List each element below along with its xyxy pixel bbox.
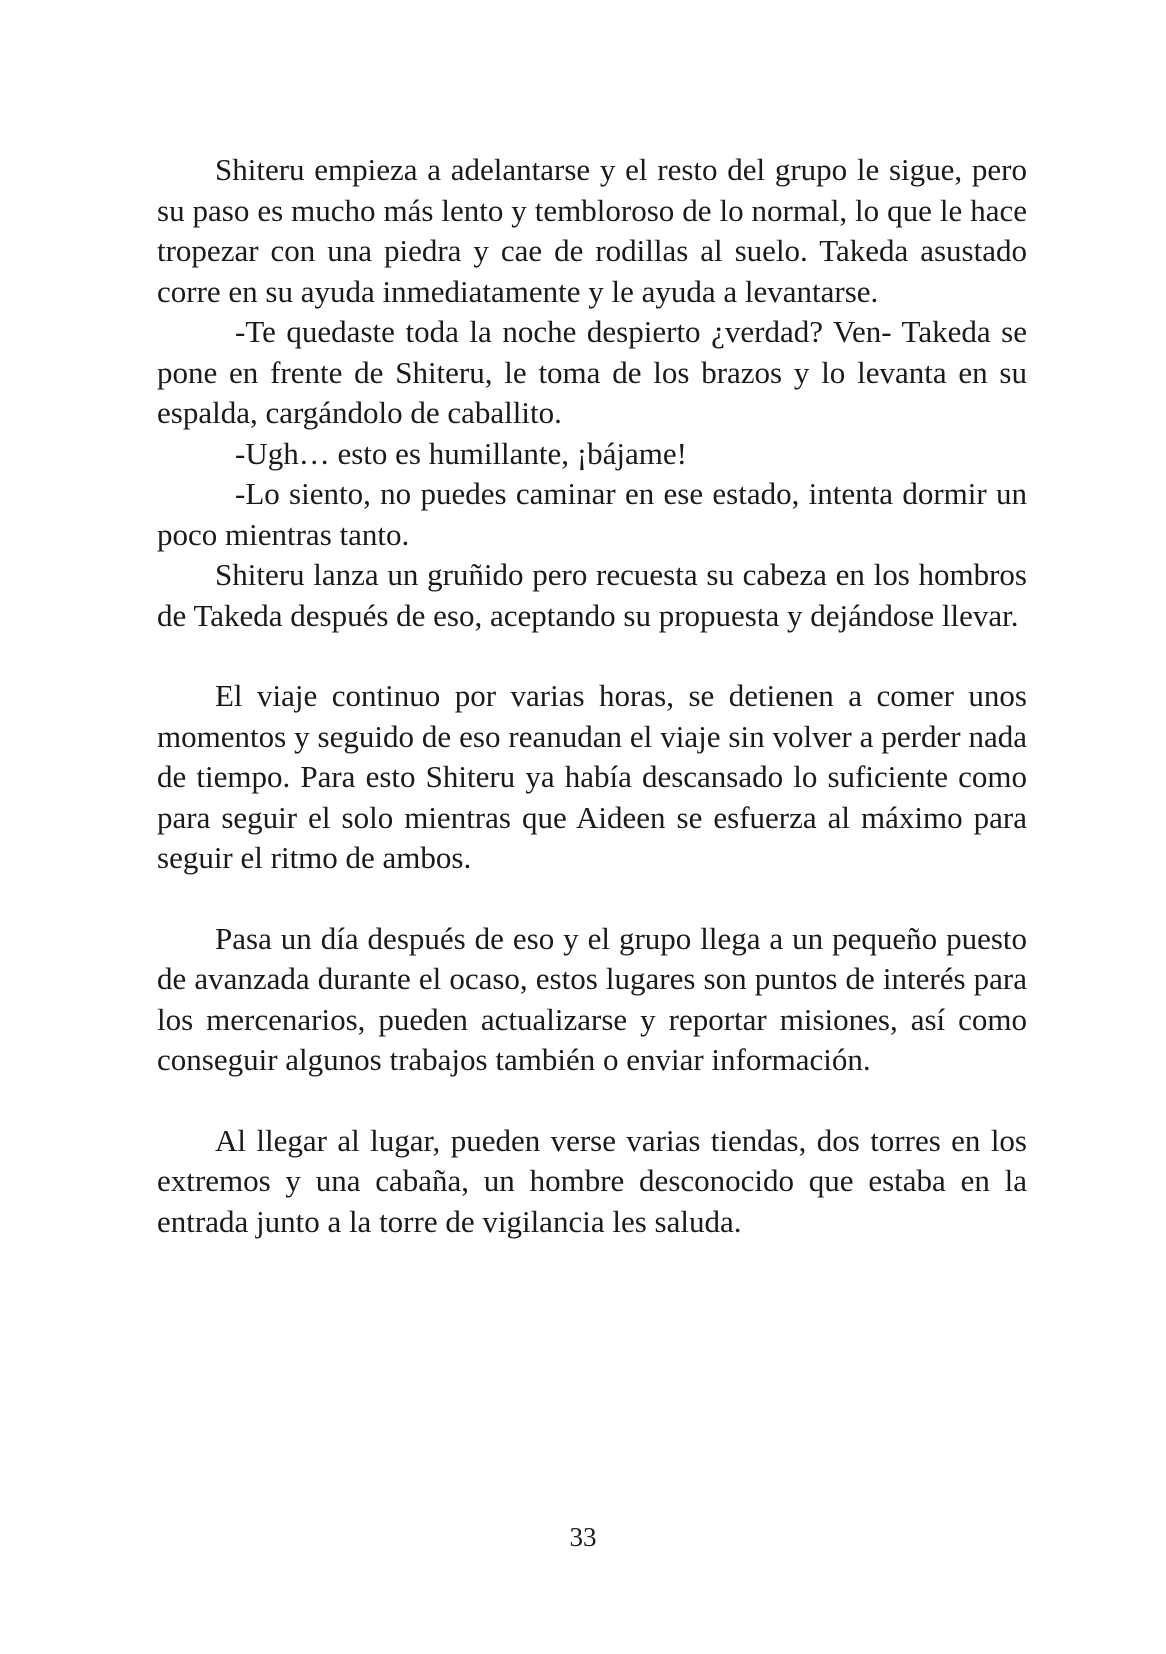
dialogue-line-3: -Lo siento, no puedes caminar en ese estado, intenta dormir un poco mientras tanto.	[157, 476, 1027, 552]
body-text	[157, 150, 1027, 1242]
dialogue-line-1: -Te quedaste toda la noche despierto ¿verdad? Ven- Takeda se pone en frente de Shiteru, le toma de los brazos y lo levanta en su espalda, cargándolo de caballito.	[157, 314, 1027, 430]
page-number: 33	[569, 1522, 597, 1552]
paragraph-4: Pasa un día después de eso y el grupo llega a un pequeño puesto de avanzada durante el ocaso, estos lugares son puntos de interés para los mercenarios, pueden actualizarse y reportar misiones, así como conseguir algunos trabajos también o enviar información.	[157, 920, 1027, 1077]
dialogue-line-2: -Ugh… esto es humillante, ¡bájame!	[235, 435, 687, 471]
paragraph-1: Shiteru empieza a adelantarse y el resto del grupo le sigue, pero su paso es mucho más lento y tembloroso de lo normal, lo que le hace tropezar con una piedra y cae de rodillas al suelo. Takeda asustado corre en su ayuda inmediatamente y le ayuda a levantarse.	[157, 152, 1027, 309]
paragraph-2: Shiteru lanza un gruñido pero recuesta su cabeza en los hombros de Takeda después de eso, aceptando su propuesta y dejándose llevar.	[157, 557, 1027, 633]
paragraph-5: Al llegar al lugar, pueden verse varias tiendas, dos torres en los extremos y una cabaña, un hombre desconocido que estaba en la entrada junto a la torre de vigilancia les saluda.	[157, 1122, 1027, 1239]
paragraph-3: El viaje continuo por varias horas, se detienen a comer unos momentos y seguido de eso reanudan el viaje sin volver a perder nada de tiempo. Para esto Shiteru ya había descansado lo suficiente como para seguir el solo mientras que Aideen se esfuerza al máximo para seguir el ritmo de ambos.	[157, 678, 1027, 875]
